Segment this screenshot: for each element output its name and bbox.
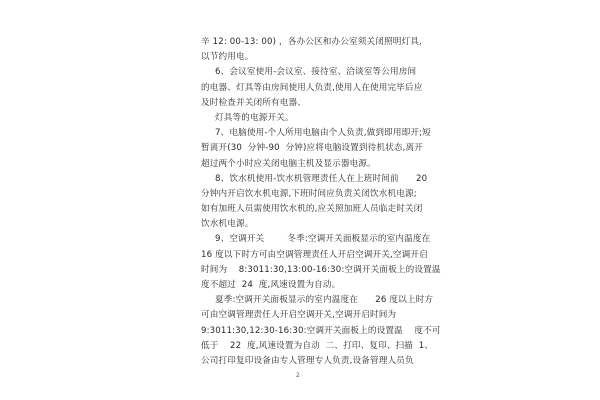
text-line-4: 的电器、灯具等由房间使用人负责,使用人在使用完毕后应 bbox=[201, 83, 423, 93]
text-line-18: 夏季:空调开关面板显示的室内温度在 26 度以上时方 bbox=[215, 295, 434, 305]
text-line-19: 可由空调管理责任人开启空调开关,空调开启时间为 bbox=[201, 310, 397, 320]
text-line-20: 9:3011:30,12:30-16:30:空调开关面板上的设置温 度不可 bbox=[201, 326, 441, 336]
text-line-10: 8、饮水机使用-饮水机管理责任人在上班时间前 20 bbox=[215, 174, 428, 184]
text-line-11: 分钟内开启饮水机电源,下班时间应负责关闭饮水机电源; bbox=[201, 189, 417, 199]
text-line-8: 暂离开(30 分钟-90 分钟)应将电脑设置到待机状态,离开 bbox=[201, 143, 424, 153]
text-line-22: 公司打印复印设备由专人管理专人负责,设备管理人员负 bbox=[201, 356, 414, 366]
text-line-17: 度不超过 24 度,风速设置为自动。 bbox=[201, 280, 341, 290]
text-line-2: 以节约用电。 bbox=[201, 52, 254, 62]
text-line-14: 9、空调开关 冬季:空调开关面板显示的室内温度在 bbox=[215, 234, 431, 244]
text-line-7: 7、电脑使用-个人所用电脑由个人负责,做到即用即开;短 bbox=[215, 128, 431, 138]
text-line-16: 时间为 8:3011:30,13:00-16:30:空调开关面板上的设置温 bbox=[201, 265, 441, 275]
text-line-5: 及时检查并关闭所有电器、 bbox=[201, 98, 306, 108]
text-line-21: 低于 22 度,风速设置为自动 二、打印、复印、扫描 1、 bbox=[201, 341, 434, 351]
text-line-6: 灯具等的电源开关。 bbox=[215, 113, 294, 123]
text-line-13: 饮水机电源。 bbox=[201, 219, 254, 229]
text-line-1: 辛 12: 00-13: 00) ，各办公区和办公室须关闭照明灯具, bbox=[201, 37, 422, 47]
text-line-9: 超过两个小时应关闭电脑主机及显示器电源。 bbox=[201, 159, 376, 169]
page-number: 2 bbox=[296, 372, 300, 379]
text-line-3: 6、会议室使用-会议室、接待室、洽谈室等公用房间 bbox=[215, 67, 417, 77]
text-line-15: 16 度以下时方可由空调管理责任人开启空调开关,空调开启 bbox=[201, 250, 428, 260]
text-line-12: 如有加班人员需使用饮水机的,应关照加班人员临走时关闭 bbox=[201, 204, 423, 214]
